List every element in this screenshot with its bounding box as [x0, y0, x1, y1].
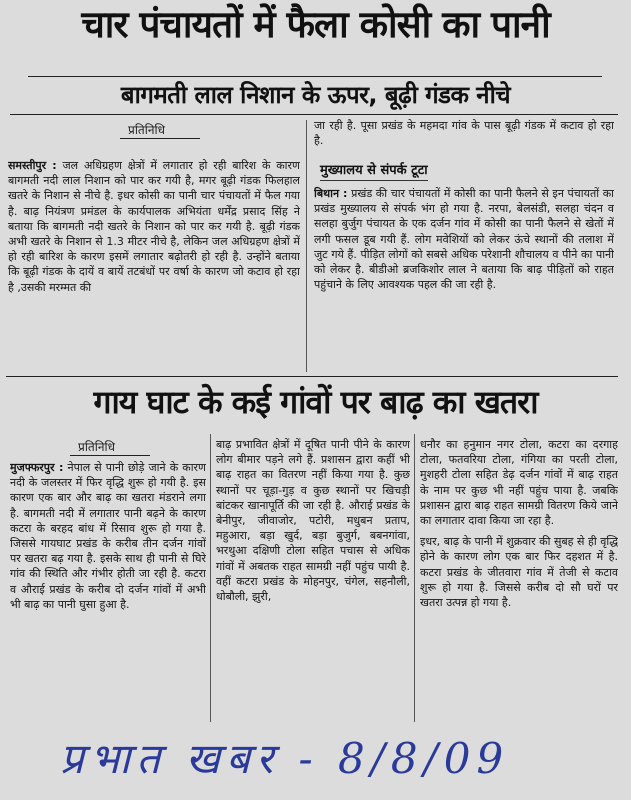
- byline-underline: [120, 138, 200, 139]
- headline-divider: [28, 76, 602, 77]
- article1-body-left: जल अधिग्रहण क्षेत्रों में लगातार हो रही बारिश के कारण बागमती नदी लाल निशान को पार कर गयी है, मगर बूढ़ी गंडक फिलहाल खतरे के निशान से नीचे है. इधर कोसी का पानी चार पंचायतों में फैल गया है. बाढ़ नियंत्रण प्रमंडल के कार्यपालक अभियंता धर्मेंद्र प्रसाद सिंह ने बताया कि बागमती नदी खतरे के निशान को पार कर गयी है. बूढ़ी गंडक अभी खतरे के निशान से 1.3 मीटर नीचे है, लेकिन जल अधिग्रहण क्षेत्रों में हो रही बारिश के कारण इसमें लगातार बढ़ोतरी हो रही है. उन्होंने बताया कि बूढ़ी गंडक के दायें व बायें तटबंधों पर वर्षा के कारण जो कटाव हो रहा है ,उसकी मरम्मत की: [8, 159, 300, 294]
- article2-col1-text: नेपाल से पानी छोड़े जाने के कारण नदी के जलस्तर में फिर वृद्धि शुरू हो गयी है. इस कारण एक बार और बाढ़ का खतरा मंडराने लगा है. बागमती नदी में लगातार पानी बढ़ने के कारण कटरा के बरहद बांध में रिसाव शुरू हो गया है. जिससे गायघाट प्रखंड के करीब तीन दर्जन गांवों पर खतरा बढ़ गया है. इसके साथ ही पानी से घिरे गांव की स्थिति और गंभीर होती जा रही है. कटरा व औराई प्रखंड के करीब दो दर्जन गांवों में अभी भी बाढ़ का पानी घुसा हुआ है.: [10, 461, 206, 611]
- article2-column-1: [10, 460, 206, 722]
- article2-col3-para2: इधर, बाढ़ के पानी में शुक्रवार की सुबह से ही वृद्धि होने के कारण लोग एक बार फिर दहशत में है. कटरा प्रखंड के जीतवारा गांव में तेजी से कटाव शुरू हो गया है. जिससे करीब दो सौ घरों पर खतरा उत्पन्न हो गया है.: [420, 535, 618, 610]
- article2-column-3: [420, 437, 618, 722]
- column-divider: [306, 120, 307, 372]
- subheadline-divider: [10, 114, 618, 115]
- article1-dateline: समस्तीपुर :: [8, 159, 57, 172]
- article2-dateline: मुजफ्फरपुर :: [10, 461, 64, 474]
- article2-col3-para1: धनौर का हनुमान नगर टोला, कटरा का दरगाह टोला, फतवरिया टोला, गंगिया का परती टोला, मुशहरी टोला सहित डेढ़ दर्जन गांवों में बाढ़ राहत के नाम पर कुछ भी नहीं पहुंच पाया है. जबकि प्रशासन द्वारा बाढ़ राहत सामग्री वितरण किये जाने का लगातार दावा किया जा रहा है.: [420, 438, 618, 528]
- article1-byline: प्रतिनिधि: [128, 123, 166, 137]
- article1-body-right: प्रखंड की चार पंचायतों में कोसी का पानी फैलने से इन पंचायतों का प्रखंड मुख्यालय से संपर्क भंग हो गया है. नरपा, बेलसंडी, सलहा चंदन व सलहा बुर्जुग पंचायत के एक दर्जन गांव में कोसी का पानी फैलने से खेतों में लगी फसल डूब गयी हैं. लोग मवेशियों को लेकर ऊंचे स्थानों की तलाश में जुट गये हैं. पीड़ित लोगों को सबसे अधिक परेशानी शौचालय व पीने का पानी को लेकर है. बीडीओ ब्रजकिशोर लाल ने बताया कि बाढ़ पीड़ितों को राहत पहुंचाने के लिए आवश्यक पहल की जा रही है.: [314, 187, 614, 292]
- article-separator: [6, 376, 618, 377]
- article1-subheadline: बागमती लाल निशान के ऊपर, बूढ़ी गंडक नीचे: [120, 81, 511, 109]
- article2-column-2: बाढ़ प्रभावित क्षेत्रों में दूषित पानी पीने के कारण लोग बीमार पड़ने लगे हैं. प्रशासन द्वारा कहीं भी बाढ़ राहत का वितरण नहीं किया गया है. कुछ स्थानों पर चूड़ा-गुड़ व कुछ स्थानों पर खिचड़ी बांटकर खानापूर्ति की जा रही है. औराई प्रखंड के बेनीपुर, जीवाजोर, पटोरी, मधुबन प्रताप, महुआरा, बड़ा खुर्द, बड़ा बुजुर्ग, बबनगांवा, भरथुआ दक्षिणी टोला सहित पचास से अधिक गांवों में अबतक राहत सामग्री नहीं पहुंच पायी है. वहीं कटरा प्रखंड के मोहनपुर, चंगेल, सहनौली, धोबौली, झुरी,: [216, 438, 410, 604]
- article2-byline-underline: [70, 455, 150, 456]
- article1-dateline2: बिथान :: [314, 187, 348, 200]
- article1-subhead: मुख्यालय से संपर्क टूटा: [320, 160, 428, 181]
- article2-byline: प्रतिनिधि: [78, 440, 116, 454]
- article1-right-top: जा रही है. पूसा प्रखंड के महमदा गांव के पास बूढ़ी गंडक में कटाव हो रहा है.: [314, 119, 614, 148]
- handwritten-source-note: [60, 726, 620, 794]
- article1-headline: चार पंचायतों में फैला कोसी का पानी: [81, 3, 550, 46]
- handwritten-text: प्रभात खबर - 8/8/09: [60, 734, 510, 783]
- column-divider-2: [210, 434, 211, 722]
- column-divider-3: [414, 434, 415, 722]
- article2-headline: गाय घाट के कई गांवों पर बाढ़ का खतरा: [93, 383, 538, 421]
- article1-left-column: [8, 158, 300, 372]
- article1-right-column: [314, 186, 614, 372]
